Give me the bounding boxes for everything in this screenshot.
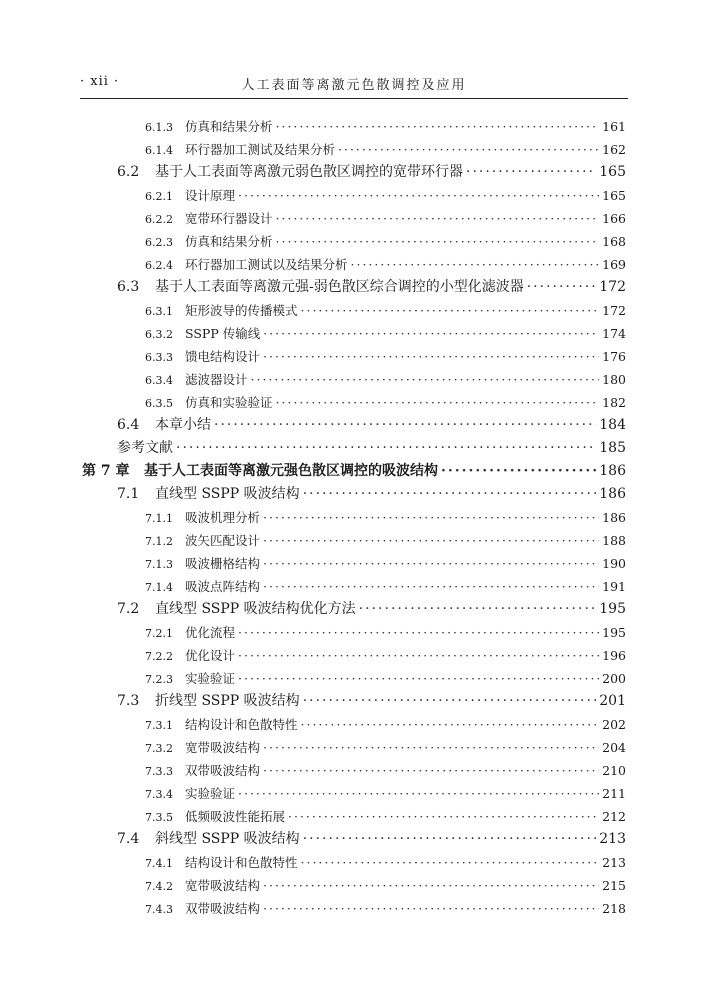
leader-dots	[263, 878, 599, 893]
toc-entry[interactable]	[145, 646, 626, 664]
toc-entry[interactable]	[145, 853, 626, 871]
entry-title: 结构设计和色散特性	[185, 855, 298, 870]
entry-number: 7.3.2	[145, 742, 173, 755]
leader-dots	[466, 164, 596, 180]
toc-entry[interactable]	[145, 140, 626, 158]
entry-number: 7.2	[117, 601, 140, 617]
entry-page: 168	[602, 234, 626, 249]
entry-number: 6.3	[117, 279, 140, 295]
entry-page: 184	[599, 417, 626, 433]
leader-dots	[263, 349, 599, 364]
entry-title: 宽带吸波结构	[185, 878, 261, 893]
entry-number: 6.4	[117, 417, 140, 433]
entry-number: 6.2.2	[145, 213, 173, 226]
entry-title: 低频吸波性能拓展	[185, 809, 286, 824]
entry-title: 结构设计和色散特性	[185, 717, 298, 732]
leader-dots	[263, 901, 599, 916]
leader-dots	[238, 786, 599, 801]
entry-page: 161	[602, 119, 626, 134]
toc-entry[interactable]	[117, 414, 626, 434]
toc-entry[interactable]	[145, 761, 626, 779]
entry-title: 基于人工表面等离激元强-弱色散区综合调控的小型化滤波器	[155, 279, 524, 295]
entry-number: 7.3.5	[145, 811, 173, 824]
entry-number: 6.3.5	[145, 397, 173, 410]
entry-title: 直线型 SSPP 吸波结构优化方法	[155, 601, 356, 617]
entry-page: 218	[602, 901, 626, 916]
entry-number: 6.2.3	[145, 236, 173, 249]
entry-page: 180	[602, 372, 626, 387]
entry-title: 环行器加工测试及结果分析	[185, 142, 336, 157]
toc-entry[interactable]	[145, 232, 626, 250]
entry-title: SSPP 传输线	[185, 326, 261, 341]
header-rule	[80, 98, 628, 99]
leader-dots	[301, 855, 599, 870]
entry-number: 第 7 章	[82, 463, 130, 479]
toc-entry[interactable]	[145, 255, 626, 273]
toc-entry[interactable]	[145, 324, 626, 342]
toc-entry[interactable]	[117, 598, 626, 618]
leader-dots	[303, 693, 597, 709]
toc-entry[interactable]	[117, 161, 626, 181]
leader-dots	[301, 717, 599, 732]
running-title: 人工表面等离激元色散调控及应用	[241, 78, 467, 93]
entry-page: 200	[602, 671, 626, 686]
entry-number: 7.3.3	[145, 765, 173, 778]
entry-number: 7.2.2	[145, 650, 173, 663]
toc-entry[interactable]	[145, 393, 626, 411]
entry-page: 191	[602, 579, 626, 594]
leader-dots	[263, 326, 599, 341]
leader-dots	[263, 740, 599, 755]
entry-number: 6.3.2	[145, 328, 173, 341]
entry-title: 本章小结	[155, 417, 211, 433]
toc-entry[interactable]	[145, 577, 626, 595]
entry-page: 213	[602, 855, 626, 870]
entry-page: 186	[599, 463, 626, 479]
toc-entry[interactable]	[145, 209, 626, 227]
leader-dots	[263, 556, 599, 571]
toc-chapter-entry[interactable]	[82, 460, 626, 480]
toc-entry[interactable]	[145, 738, 626, 756]
leader-dots	[238, 188, 599, 203]
entry-number: 6.3.3	[145, 351, 173, 364]
entry-title: 吸波机理分析	[185, 510, 261, 525]
entry-number: 7.1.4	[145, 581, 173, 594]
entry-title: 矩形波导的传播模式	[185, 303, 298, 318]
entry-title: 实验验证	[185, 671, 236, 686]
entry-title: 吸波点阵结构	[185, 579, 261, 594]
leader-dots	[238, 625, 599, 640]
entry-number: 7.1.1	[145, 512, 173, 525]
leader-dots	[527, 279, 597, 295]
entry-number: 6.2.4	[145, 259, 173, 272]
page-header	[80, 74, 628, 96]
entry-number: 7.3	[117, 693, 140, 709]
entry-page: 202	[602, 717, 626, 732]
toc-entry[interactable]	[145, 899, 626, 917]
entry-title: 仿真和实验验证	[185, 395, 273, 410]
toc-entry[interactable]	[117, 483, 626, 503]
entry-title: 折线型 SSPP 吸波结构	[155, 693, 300, 709]
leader-dots	[238, 671, 599, 686]
leader-dots	[338, 142, 599, 157]
entry-title: 宽带环行器设计	[185, 211, 273, 226]
leader-dots	[263, 510, 599, 525]
leader-dots	[276, 234, 599, 249]
toc-entry[interactable]	[145, 117, 626, 135]
entry-page: 165	[602, 188, 626, 203]
entry-page: 166	[602, 211, 626, 226]
entry-title: 吸波栅格结构	[185, 556, 261, 571]
leader-dots	[441, 463, 596, 479]
toc-entry[interactable]	[145, 301, 626, 319]
toc-entry[interactable]	[117, 828, 626, 848]
leader-dots	[176, 440, 596, 456]
entry-number: 7.3.4	[145, 788, 173, 801]
toc-entry[interactable]	[117, 437, 626, 457]
entry-page: 213	[599, 831, 626, 847]
toc-entry[interactable]	[145, 554, 626, 572]
entry-number: 7.3.1	[145, 719, 173, 732]
toc-entry[interactable]	[145, 531, 626, 549]
leader-dots	[251, 372, 599, 387]
toc-entry[interactable]	[145, 715, 626, 733]
entry-page: 212	[602, 809, 626, 824]
toc-entry[interactable]	[145, 186, 626, 204]
leader-dots	[276, 395, 599, 410]
entry-title: 斜线型 SSPP 吸波结构	[155, 831, 300, 847]
entry-page: 162	[602, 142, 626, 157]
entry-title: 实验验证	[185, 786, 236, 801]
leader-dots	[238, 648, 599, 663]
entry-title: 设计原理	[185, 188, 236, 203]
entry-page: 196	[602, 648, 626, 663]
entry-page: 190	[602, 556, 626, 571]
entry-page: 169	[602, 257, 626, 272]
entry-title: 仿真和结果分析	[185, 119, 273, 134]
leader-dots	[276, 119, 599, 134]
leader-dots	[263, 579, 599, 594]
toc-entry[interactable]	[145, 669, 626, 687]
leader-dots	[263, 763, 599, 778]
entry-title: 直线型 SSPP 吸波结构	[155, 486, 300, 502]
entry-number: 7.2.3	[145, 673, 173, 686]
entry-number: 7.4.1	[145, 857, 173, 870]
entry-title: 优化流程	[185, 625, 236, 640]
entry-title: 基于人工表面等离激元弱色散区调控的宽带环行器	[155, 164, 463, 180]
entry-page: 204	[602, 740, 626, 755]
entry-page: 210	[602, 763, 626, 778]
entry-page: 186	[602, 510, 626, 525]
leader-dots	[303, 486, 597, 502]
entry-number: 7.4	[117, 831, 140, 847]
entry-number: 6.2	[117, 164, 140, 180]
leader-dots	[303, 831, 597, 847]
toc-entry[interactable]	[145, 784, 626, 802]
leader-dots	[359, 601, 597, 617]
entry-page: 215	[602, 878, 626, 893]
toc-entry[interactable]	[145, 370, 626, 388]
entry-page: 195	[602, 625, 626, 640]
entry-page: 201	[599, 693, 626, 709]
entry-title: 基于人工表面等离激元强色散区调控的吸波结构	[144, 463, 438, 479]
entry-title: 参考文献	[117, 440, 173, 456]
leader-dots	[263, 533, 599, 548]
entry-title: 波矢匹配设计	[185, 533, 261, 548]
leader-dots	[301, 303, 599, 318]
entry-page: 174	[602, 326, 626, 341]
toc-entry[interactable]	[117, 276, 626, 296]
entry-page: 185	[599, 440, 626, 456]
entry-number: 6.2.1	[145, 190, 173, 203]
toc-entry[interactable]	[145, 623, 626, 641]
entry-number: 6.3.4	[145, 374, 173, 387]
entry-title: 双带吸波结构	[185, 901, 261, 916]
entry-title: 环行器加工测试以及结果分析	[185, 257, 348, 272]
toc-entry[interactable]	[117, 690, 626, 710]
entry-number: 6.1.3	[145, 121, 173, 134]
entry-title: 优化设计	[185, 648, 236, 663]
toc-entry[interactable]	[145, 508, 626, 526]
entry-title: 宽带吸波结构	[185, 740, 261, 755]
toc-entry[interactable]	[145, 347, 626, 365]
page-number: · xii ·	[80, 74, 120, 89]
entry-title: 馈电结构设计	[185, 349, 261, 364]
entry-page: 211	[602, 786, 626, 801]
entry-page: 186	[599, 486, 626, 502]
entry-number: 6.1.4	[145, 144, 173, 157]
entry-number: 6.3.1	[145, 305, 173, 318]
entry-page: 195	[599, 601, 626, 617]
entry-number: 7.4.2	[145, 880, 173, 893]
leader-dots	[351, 257, 599, 272]
entry-number: 7.4.3	[145, 903, 173, 916]
entry-page: 165	[599, 164, 626, 180]
entry-number: 7.1	[117, 486, 140, 502]
leader-dots	[214, 417, 596, 433]
entry-page: 176	[602, 349, 626, 364]
entry-number: 7.2.1	[145, 627, 173, 640]
entry-page: 188	[602, 533, 626, 548]
leader-dots	[288, 809, 599, 824]
toc-entry[interactable]	[145, 876, 626, 894]
entry-number: 7.1.2	[145, 535, 173, 548]
entry-title: 双带吸波结构	[185, 763, 261, 778]
leader-dots	[276, 211, 599, 226]
entry-number: 7.1.3	[145, 558, 173, 571]
entry-page: 172	[599, 279, 626, 295]
entry-page: 182	[602, 395, 626, 410]
entry-title: 滤波器设计	[185, 372, 248, 387]
toc-entry[interactable]	[145, 807, 626, 825]
entry-page: 172	[602, 303, 626, 318]
entry-title: 仿真和结果分析	[185, 234, 273, 249]
